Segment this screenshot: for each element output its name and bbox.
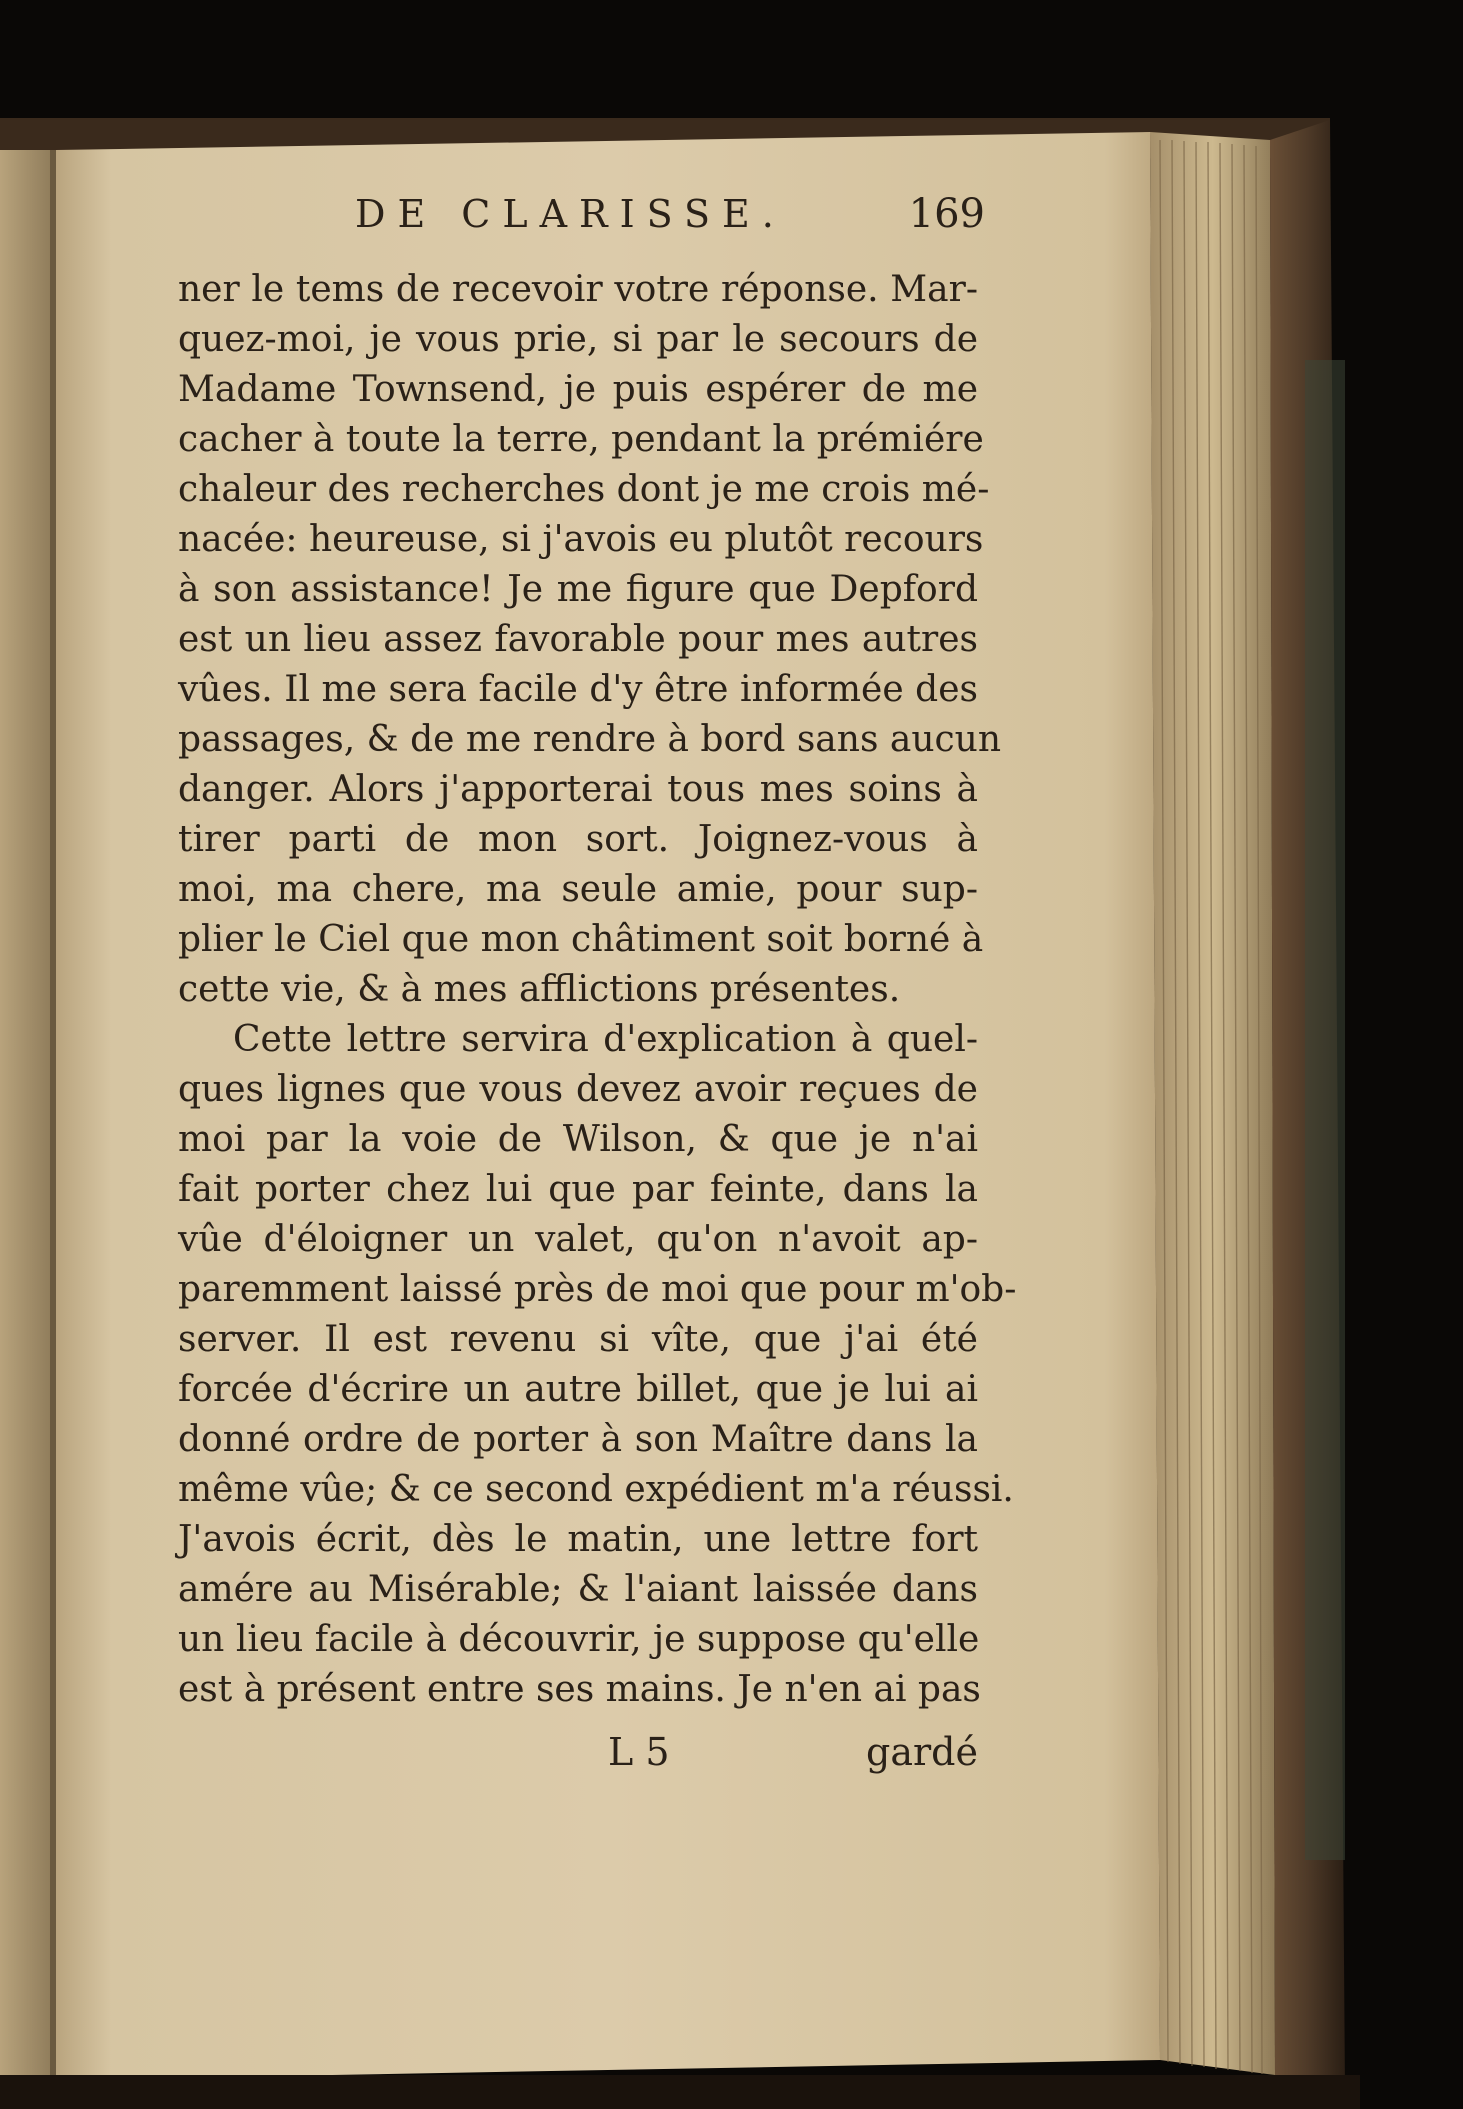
text-line: plier le Ciel que mon châtiment soit borné à (178, 919, 984, 960)
page-number: 169 (908, 191, 985, 237)
text-line: ques lignes que vous devez avoir reçues de (178, 1069, 978, 1110)
text-line: J'avois écrit, dès le matin, une lettre fort (178, 1519, 978, 1560)
page-footer (178, 1722, 978, 1782)
running-title: DE CLARISSE. (355, 192, 786, 236)
text-line: paremment laissé près de moi que pour m'ob- (178, 1269, 1017, 1310)
text-line: vûes. Il me sera facile d'y être informée des (178, 669, 978, 710)
running-head (355, 184, 985, 244)
text-line: server. Il est revenu si vîte, que j'ai été (178, 1319, 978, 1360)
text-line: Cette lettre servira d'explication à quel- (233, 1019, 978, 1060)
text-line: cette vie, & à mes afflictions présentes. (178, 969, 901, 1010)
text-line: danger. Alors j'apporterai tous mes soins à (178, 769, 978, 810)
text-line: moi par la voie de Wilson, & que je n'ai (178, 1119, 978, 1160)
text-line: quez-moi, je vous prie, si par le secours de (178, 319, 978, 360)
text-line: cacher à toute la terre, pendant la prémiére (178, 419, 984, 460)
text-line: forcée d'écrire un autre billet, que je lui ai (178, 1369, 978, 1410)
body-text (178, 265, 1017, 1715)
text-line: Madame Townsend, je puis espérer de me (178, 369, 978, 410)
text-line: nacée: heureuse, si j'avois eu plutôt recours (178, 519, 984, 560)
text-line: passages, & de me rendre à bord sans aucun (178, 719, 1002, 760)
catchword: gardé (866, 1730, 978, 1774)
text-line: fait porter chez lui que par feinte, dans la (178, 1169, 978, 1210)
text-line: à son assistance! Je me figure que Depford (178, 569, 978, 610)
text-line: donné ordre de porter à son Maître dans la (178, 1419, 978, 1460)
text-line: vûe d'éloigner un valet, qu'on n'avoit ap- (178, 1219, 978, 1260)
text-line: tirer parti de mon sort. Joignez-vous à (178, 819, 978, 860)
text-line: même vûe; & ce second expédient m'a réussi. (178, 1469, 1014, 1510)
signature-mark: L 5 (608, 1730, 670, 1774)
text-line: ner le tems de recevoir votre réponse. Mar- (178, 269, 978, 310)
text-line: est à présent entre ses mains. Je n'en ai pas (178, 1669, 981, 1710)
text-line: chaleur des recherches dont je me crois mé- (178, 469, 990, 510)
text-line: est un lieu assez favorable pour mes autres (178, 619, 978, 660)
text-line: amére au Misérable; & l'aiant laissée dans (178, 1569, 978, 1610)
text-line: un lieu facile à découvrir, je suppose qu'elle (178, 1619, 980, 1660)
text-line: moi, ma chere, ma seule amie, pour sup- (178, 869, 978, 910)
